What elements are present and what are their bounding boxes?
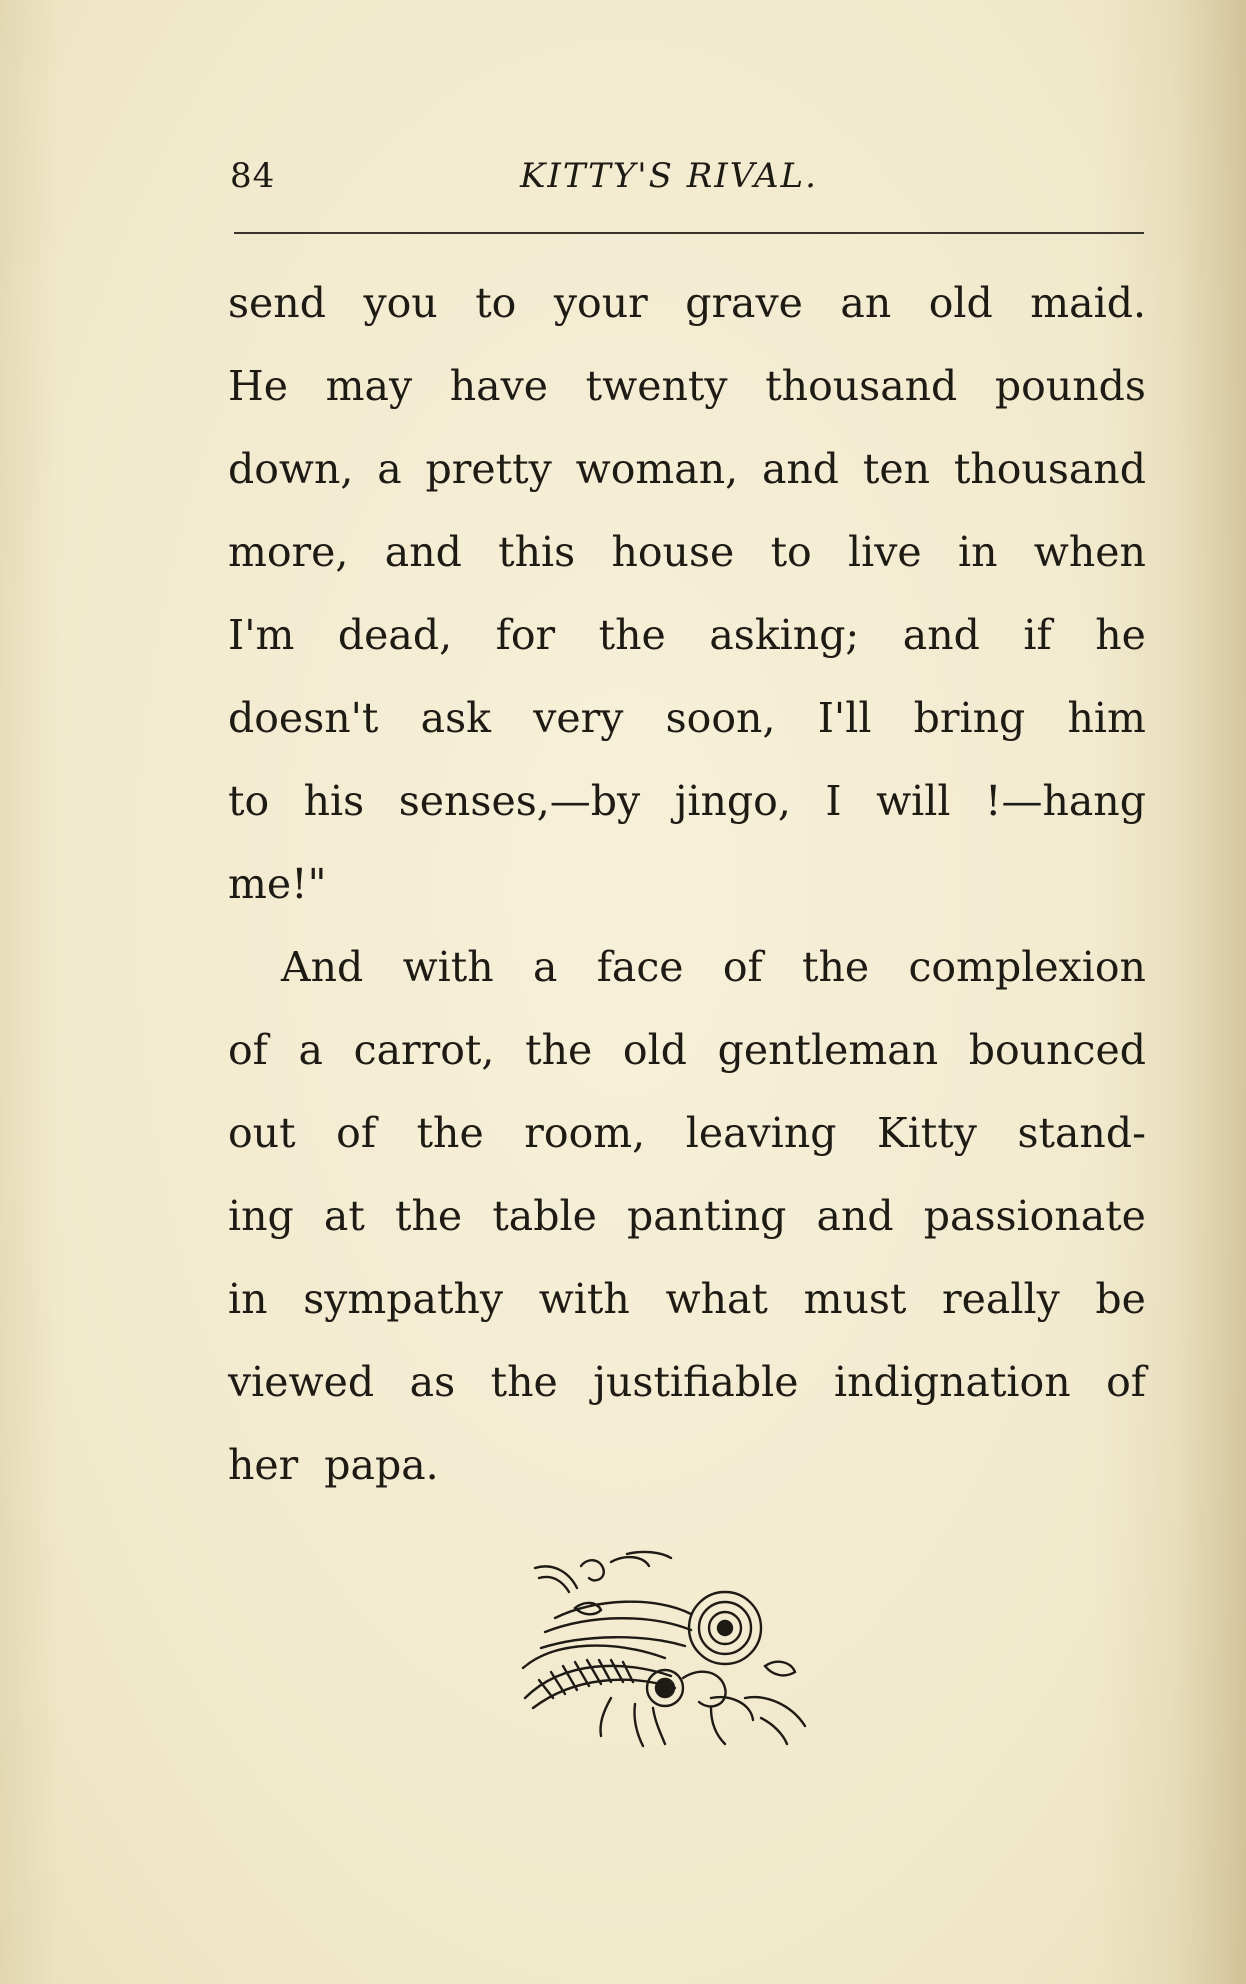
word: what <box>665 1275 768 1323</box>
word: send <box>228 279 326 327</box>
word: him <box>1067 694 1146 742</box>
word: at <box>323 1192 365 1240</box>
word: soon, <box>665 694 776 742</box>
word: and <box>902 611 980 659</box>
word: ing <box>228 1192 294 1240</box>
word: twenty <box>585 362 728 410</box>
text-line <box>228 1258 1146 1341</box>
word: ten <box>862 445 931 493</box>
word: ask <box>420 694 491 742</box>
word: of <box>1106 1358 1146 1406</box>
word: out <box>228 1109 296 1157</box>
word: really <box>942 1275 1060 1323</box>
word: to <box>770 528 812 576</box>
word: maid. <box>1030 279 1146 327</box>
word: pounds <box>994 362 1146 410</box>
text-line <box>228 594 1146 677</box>
word: dead, <box>337 611 453 659</box>
word: the <box>525 1026 593 1074</box>
word: me!" <box>228 860 327 908</box>
floral-tailpiece-ornament-icon <box>515 1548 825 1748</box>
text-line <box>228 1175 1146 1258</box>
word: !—hang <box>984 777 1146 825</box>
word: leaving <box>685 1109 837 1157</box>
word: senses,—by <box>398 777 641 825</box>
word: with <box>538 1275 630 1323</box>
word: house <box>611 528 735 576</box>
word: gentleman <box>717 1026 939 1074</box>
word: I'll <box>817 694 872 742</box>
body-text <box>228 262 1146 1507</box>
running-title: KITTY'S RIVAL. <box>520 156 818 196</box>
text-line <box>228 843 1146 926</box>
word: in <box>957 528 998 576</box>
running-head <box>0 150 1246 200</box>
text-line <box>228 1009 1146 1092</box>
word: the <box>416 1109 484 1157</box>
word: a <box>532 943 558 991</box>
word: be <box>1095 1275 1146 1323</box>
header-rule <box>234 232 1144 234</box>
text-line <box>228 262 1146 345</box>
word: he <box>1095 611 1146 659</box>
text-line <box>228 1341 1146 1424</box>
word: jingo, <box>674 777 791 825</box>
word: to <box>475 279 517 327</box>
word: your <box>553 279 648 327</box>
word: old <box>622 1026 687 1074</box>
word: pretty <box>425 445 552 493</box>
word: and <box>816 1192 894 1240</box>
text-line <box>228 345 1146 428</box>
word: carrot, <box>353 1026 495 1074</box>
word: and <box>384 528 462 576</box>
word: you <box>363 279 438 327</box>
word: the <box>490 1358 558 1406</box>
word: a <box>377 445 402 493</box>
word: viewed <box>228 1358 375 1406</box>
word: if <box>1023 611 1052 659</box>
word: may <box>325 362 413 410</box>
word: I <box>825 777 842 825</box>
word: thousand <box>765 362 958 410</box>
word: as <box>409 1358 456 1406</box>
word: very <box>533 694 624 742</box>
word: down, <box>228 445 354 493</box>
word: grave <box>685 279 803 327</box>
word: He <box>228 362 289 410</box>
word: Kitty <box>877 1109 977 1157</box>
word: stand- <box>1017 1109 1146 1157</box>
word: passionate <box>923 1192 1146 1240</box>
word: of <box>336 1109 376 1157</box>
word: bring <box>913 694 1026 742</box>
word: the <box>395 1192 463 1240</box>
word: complexion <box>908 943 1146 991</box>
word: table <box>492 1192 597 1240</box>
text-line <box>228 1092 1146 1175</box>
word: a <box>298 1026 323 1074</box>
word: old <box>928 279 993 327</box>
word: room, <box>524 1109 646 1157</box>
word: of <box>722 943 763 991</box>
word: the <box>802 943 870 991</box>
word: asking; <box>709 611 860 659</box>
word: for <box>495 611 556 659</box>
word: the <box>598 611 666 659</box>
text-line <box>228 760 1146 843</box>
word: his <box>303 777 365 825</box>
word: live <box>848 528 922 576</box>
word: more, <box>228 528 349 576</box>
word: indignation <box>833 1358 1071 1406</box>
word: bounced <box>968 1026 1146 1074</box>
word: woman, <box>575 445 739 493</box>
word: papa. <box>324 1441 439 1489</box>
word: her <box>228 1441 299 1489</box>
text-line <box>228 1424 1146 1507</box>
word: And <box>281 943 364 991</box>
word: doesn't <box>228 694 379 742</box>
word: of <box>228 1026 268 1074</box>
word: an <box>840 279 892 327</box>
text-line <box>228 677 1146 760</box>
word: panting <box>627 1192 787 1240</box>
word: and <box>761 445 840 493</box>
word: will <box>876 777 951 825</box>
word: justifiable <box>593 1358 799 1406</box>
word: face <box>596 943 684 991</box>
word: this <box>498 528 576 576</box>
word: in <box>228 1275 268 1323</box>
word: when <box>1033 528 1146 576</box>
word: have <box>449 362 549 410</box>
word: thousand <box>953 445 1146 493</box>
word: with <box>402 943 494 991</box>
page-number: 84 <box>230 156 276 196</box>
text-line <box>228 511 1146 594</box>
text-line <box>228 926 1146 1009</box>
word: to <box>228 777 270 825</box>
text-line <box>228 428 1146 511</box>
word: I'm <box>228 611 295 659</box>
word: must <box>803 1275 907 1323</box>
word: sympathy <box>303 1275 504 1323</box>
